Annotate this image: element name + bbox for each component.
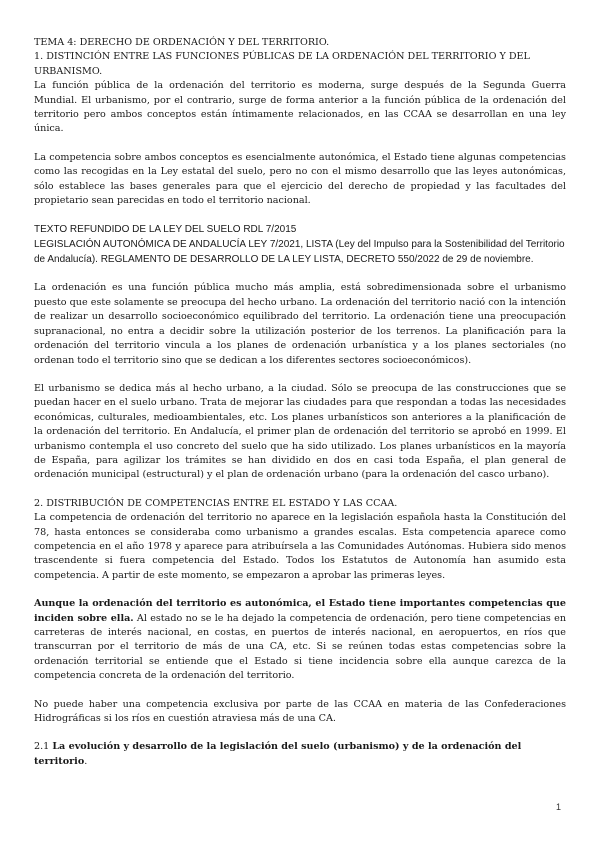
paragraph-3: La ordenación es una función pública mucho más amplia, está sobredimensionada sobre el urbanismo puesto que este solamente se preocupa del hecho urbano. La ordenación del territorio nació con la intención de realizar un desarrollo socioeconómico equilibrado del territorio. La ordenación tiene una preocupación supranacional, no entra a decidir sobre la utilización posterior de los terrenos. La planificación para la ordenación del territorio vincula a los planes de ordenación urbanística y a los planes sectoriales (no ordenan todo el territorio sino que se dedican a los diferentes sectores socioeconómicos). xyxy=(34,282,566,366)
subsection-2-1-heading xyxy=(34,740,566,769)
page-number: 1 xyxy=(556,802,562,812)
paragraph-1: La función pública de la ordenación del territorio es moderna, surge después de la Segunda Guerra Mundial. El urbanismo, por el contrario, surge de forma anterior a la función pública de la ordenación del territorio pero ambos conceptos están íntimamente relacionados, en las CCAA se desarrollan en una ley única. xyxy=(34,80,566,135)
page-content xyxy=(34,36,566,769)
paragraph-7: No puede haber una competencia exclusiva por parte de las CCAA en materia de las Confederaciones Hidrográficas si los ríos en cuestión atraviesa más de una CA. xyxy=(34,698,566,725)
paragraph-6-body: Al estado no se le ha dejado la competencia de ordenación, pero tiene competencias en carreteras de interés nacional, en costas, en puertos de interés nacional, en aeropuertos, en ríos que transcurran por el territorio de más de una CA, etc. Si se reúnen todas estas competencias sobre la ordenación territorial se entiende que el Estado si tiene incidencia sobre ella aunque carezca de la competencia concreta de la ordenación del territorio. xyxy=(34,612,566,682)
law-reference-1: TEXTO REFUNDIDO DE LA LEY DEL SUELO RDL 7/2015 xyxy=(34,224,297,236)
paragraph-6-bold-lead: Aunque la ordenación del territorio es autonómica, el Estado tiene importantes competencias que inciden sobre ella. xyxy=(34,598,566,624)
paragraph-2: La competencia sobre ambos conceptos es esencialmente autonómica, el Estado tiene algunas competencias como las recogidas en la Ley estatal del suelo, pero no con el mismo desarrollo que las leyes autonómicas, sólo establece las bases generales para que el ejercicio del derecho de propiedad y las facultades del propietario sean parecidas en todo el territorio nacional. xyxy=(34,151,566,207)
tema-title: TEMA 4: DERECHO DE ORDENACIÓN Y DEL TERRITORIO. xyxy=(34,37,330,48)
subsection-title: La evolución y desarrollo de la legislación del suelo (urbanismo) y de la ordenación del territorio xyxy=(34,741,522,767)
paragraph-5: La competencia de ordenación del territorio no aparece en la legislación española hasta la Constitución del 78, hasta entonces se consideraba como urbanismo a grandes escalas. Esta competencia aparece como competencia en el año 1978 y aparece para atribuírsela a las Comunidades Autónomas. Hubiera sido menos trascendente si fuera competencia del Estado. Todos los Estatutos de Autonomía han asumido esta competencia. A partir de este momento, se empezaron a aprobar las primeras leyes. xyxy=(34,512,566,581)
section-1-heading: 1. DISTINCIÓN ENTRE LAS FUNCIONES PÚBLICAS DE LA ORDENACIÓN DEL TERRITORIO Y DEL URBANISMO. xyxy=(34,51,530,77)
paragraph-4: El urbanismo se dedica más al hecho urbano, a la ciudad. Sólo se preocupa de las construcciones que se puedan hacer en el suelo urbano. Trata de mejorar las ciudades para que respondan a todas las necesidades económicas, culturales, medioambientales, etc. Los planes urbanísticos son anteriores a la planificación de la ordenación del territorio. En Andalucía, el primer plan de ordenación del territorio se aprobó en 1999. El urbanismo contempla el uso concreto del suelo que ha sido utilizado. Los planes urbanísticos en la mayoría de España, para agilizar los trámites se han dividido en dos en casi toda España, el plan general de ordenación municipal (estructural) y el plan de ordenación urbano (para la ordenación del casco urbano). xyxy=(34,382,566,481)
law-reference-2: LEGISLACIÓN AUTONÓMICA DE ANDALUCÍA LEY 7/2021, LISTA (Ley del Impulso para la Sostenibilidad del Territorio de Andalucía). REGLAMENTO DE DESARROLLO DE LA LEY LISTA, DECRETO 550/2022 de 29 de noviembre. xyxy=(34,239,565,266)
paragraph-6 xyxy=(34,597,566,683)
subsection-number: 2.1 xyxy=(34,741,53,753)
section-2-heading: 2. DISTRIBUCIÓN DE COMPETENCIAS ENTRE EL ESTADO Y LAS CCAA. xyxy=(34,497,398,509)
subsection-end: . xyxy=(84,755,88,767)
